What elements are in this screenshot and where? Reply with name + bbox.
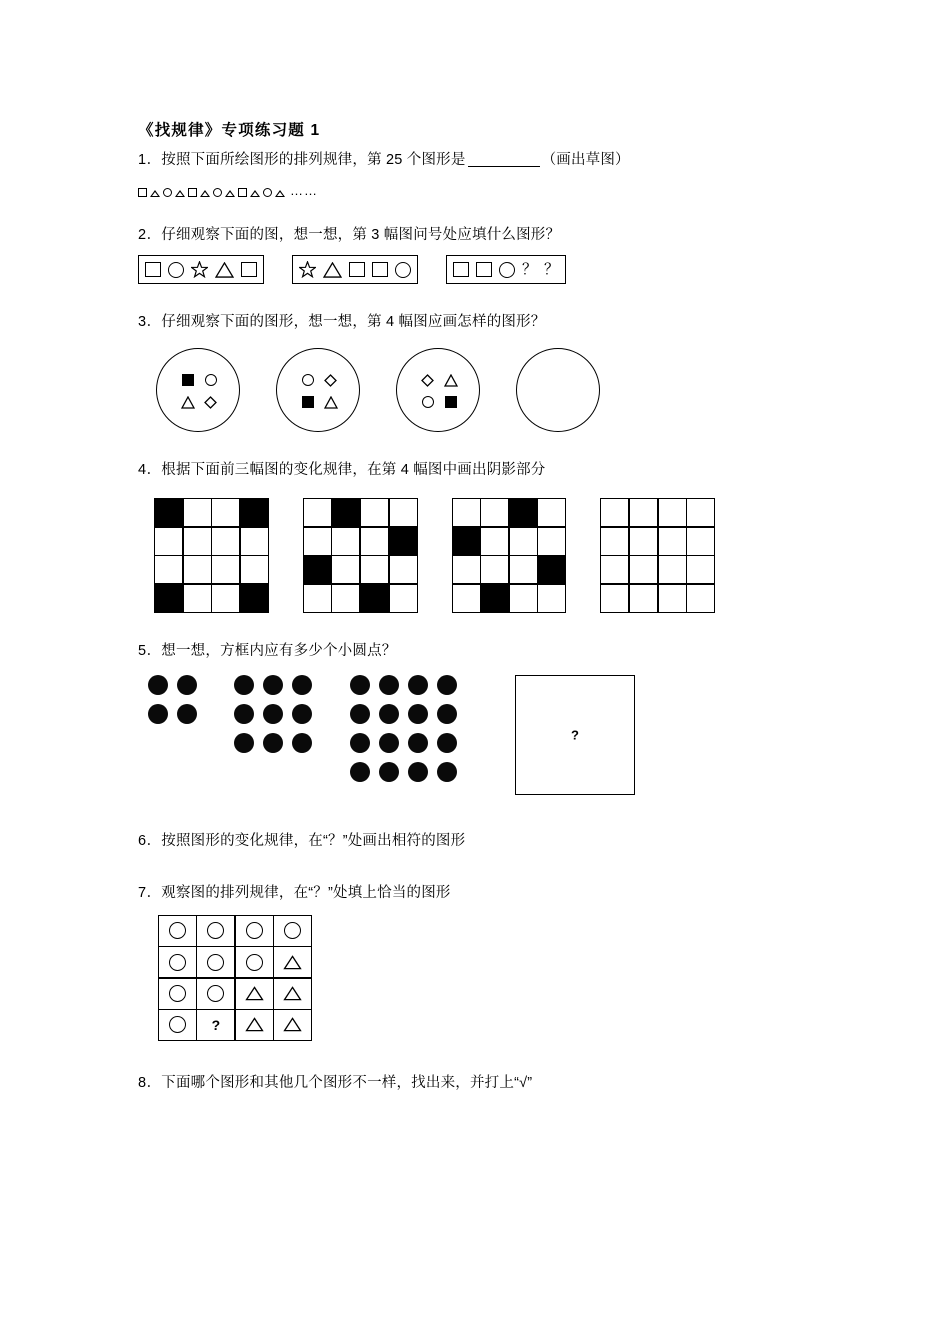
empty-cell [601, 528, 628, 555]
dot [292, 675, 312, 695]
empty-cell [304, 528, 331, 555]
diamond-icon [324, 374, 337, 387]
question-3-prompt: ．仔细观察下面的图形，想一想，第 4 幅图应画怎样的图形？ [146, 314, 546, 330]
dot [263, 675, 283, 695]
empty-cell [538, 499, 565, 526]
empty-cell [453, 585, 480, 612]
grid-cell [274, 1010, 311, 1040]
empty-cell [481, 556, 508, 583]
shaded-cell [510, 499, 537, 526]
shape-strip-3 [446, 255, 566, 284]
square-icon [241, 262, 257, 277]
circle-icon [169, 954, 186, 971]
diamond-icon [204, 396, 217, 409]
grid-cell [274, 916, 311, 946]
circle-icon [263, 188, 272, 197]
circle-icon [213, 188, 222, 197]
grid-cell [197, 916, 234, 946]
question-1-sequence [138, 177, 818, 197]
triangle-icon [225, 190, 235, 197]
question-mark-icon: ? [211, 1016, 221, 1033]
pattern-grid-1 [154, 498, 269, 613]
empty-cell [510, 556, 537, 583]
circle-panel-3 [396, 348, 480, 432]
empty-cell [630, 585, 657, 612]
question-5-prompt: ．想一想，方框内应有多少个小圆点？ [146, 642, 397, 659]
circle-icon [207, 985, 224, 1002]
empty-cell [304, 585, 331, 612]
dot [408, 762, 428, 782]
star-icon [191, 261, 208, 278]
circle-icon [169, 1016, 186, 1033]
question-4-number: 4 [138, 462, 147, 478]
circle-icon [168, 262, 184, 278]
dot [234, 733, 254, 753]
shaded-cell [361, 585, 388, 612]
question-3-number: 3 [138, 314, 147, 330]
question-8-text [138, 1071, 818, 1095]
question-7-grid [158, 915, 312, 1041]
circle-icon [284, 922, 301, 939]
question-2-strips [138, 255, 818, 284]
empty-cell [510, 585, 537, 612]
circle-panel-2-shapes [296, 369, 342, 413]
triangle-icon [283, 986, 302, 1001]
triangle-icon [175, 190, 185, 197]
question-7-text [138, 881, 818, 905]
question-8-prompt: ．下面哪个图形和其他几个图形不一样，找出来，并打上“√” [146, 1074, 533, 1091]
triangle-icon [245, 986, 264, 1001]
empty-cell [184, 528, 211, 555]
triangle-icon [283, 1017, 302, 1032]
empty-cell [538, 585, 565, 612]
circle-panel-4-empty[interactable] [516, 348, 600, 432]
dot [148, 704, 168, 724]
dot [350, 704, 370, 724]
shaded-cell [155, 585, 182, 612]
empty-cell [481, 499, 508, 526]
grid-cell [197, 979, 234, 1009]
square-icon [145, 262, 161, 277]
circle-panel-3-shapes [416, 369, 462, 413]
empty-cell [304, 499, 331, 526]
empty-cell [453, 499, 480, 526]
dot [408, 704, 428, 724]
triangle-icon [323, 262, 342, 278]
dot [350, 762, 370, 782]
answer-box[interactable] [515, 675, 635, 795]
grid-cell [274, 979, 311, 1009]
question-7-number: 7 [138, 884, 147, 901]
circle-panel-2 [276, 348, 360, 432]
dot [379, 704, 399, 724]
circle-icon [169, 985, 186, 1002]
square-icon [349, 262, 365, 277]
empty-cell [212, 499, 239, 526]
empty-cell [687, 528, 714, 555]
empty-cell [155, 528, 182, 555]
diamond-icon [421, 374, 434, 387]
empty-cell [510, 528, 537, 555]
grid-cell [159, 979, 196, 1009]
dot [234, 675, 254, 695]
star-icon [299, 261, 316, 278]
square-icon [476, 262, 492, 277]
grid-cell [159, 947, 196, 977]
page-title: 《找规律》专项练习题 1 [138, 122, 321, 139]
dot [437, 762, 457, 782]
circle-icon [422, 396, 434, 408]
square-icon [372, 262, 388, 277]
circle-icon [395, 262, 411, 278]
empty-cell [601, 556, 628, 583]
filled-square-icon [445, 396, 457, 408]
document-content [138, 120, 818, 1095]
circle-panel-1 [156, 348, 240, 432]
empty-cell [687, 585, 714, 612]
dot [234, 704, 254, 724]
grid-cell [236, 947, 273, 977]
shape-strip-2 [292, 255, 418, 284]
dot [177, 675, 197, 695]
question-3-text [138, 310, 818, 334]
question-2-prompt: ．仔细观察下面的图，想一想，第 3 幅图问号处应填什么图形？ [146, 227, 561, 243]
grid-cell [197, 947, 234, 977]
shaded-cell [538, 556, 565, 583]
pattern-grid-3 [452, 498, 567, 613]
triangle-icon [444, 374, 458, 387]
empty-cell [659, 556, 686, 583]
triangle-icon [324, 396, 338, 409]
dot-group-2 [234, 675, 312, 753]
pattern-grid-4-empty[interactable] [600, 498, 715, 613]
empty-cell [155, 556, 182, 583]
circle-icon [169, 922, 186, 939]
triangle-icon [245, 1017, 264, 1032]
pattern-grid-2 [303, 498, 418, 613]
question-4-prompt: ．根据下面前三幅图的变化规律，在第 4 幅图中画出阴影部分 [146, 462, 546, 478]
question-mark-icon: ？ [544, 261, 560, 278]
dot [263, 704, 283, 724]
square-icon [453, 262, 469, 277]
question-mark-icon: ? [571, 727, 579, 743]
empty-cell [361, 528, 388, 555]
empty-cell [361, 499, 388, 526]
dot [177, 704, 197, 724]
question-2-number: 2 [138, 227, 147, 243]
triangle-icon [215, 262, 234, 278]
empty-cell [630, 528, 657, 555]
grid-cell [274, 947, 311, 977]
triangle-icon [200, 190, 210, 197]
circle-icon [163, 188, 172, 197]
shaded-cell [453, 528, 480, 555]
filled-square-icon [182, 374, 194, 386]
filled-square-icon [302, 396, 314, 408]
dot [437, 733, 457, 753]
question-6-text [138, 829, 818, 853]
grid-cell[interactable] [197, 1010, 234, 1040]
question-5-number: 5 [138, 642, 147, 659]
empty-cell [659, 585, 686, 612]
empty-cell [687, 499, 714, 526]
square-icon [138, 188, 147, 197]
circle-icon [205, 374, 217, 386]
shaded-cell [304, 556, 331, 583]
empty-cell [601, 585, 628, 612]
dot [408, 733, 428, 753]
question-5-text [138, 639, 818, 663]
empty-cell [630, 556, 657, 583]
triangle-icon [250, 190, 260, 197]
question-4-grids [138, 498, 818, 613]
dot [292, 704, 312, 724]
empty-cell [332, 556, 359, 583]
circle-panel-1-shapes [176, 369, 222, 413]
dot [379, 762, 399, 782]
question-5-dot-groups [138, 675, 818, 795]
circle-icon [246, 922, 263, 939]
dot-group-1 [148, 675, 197, 724]
question-4-text [138, 458, 818, 482]
empty-cell [390, 499, 417, 526]
empty-cell [361, 556, 388, 583]
grid-cell [159, 916, 196, 946]
square-icon [238, 188, 247, 197]
dot-group-3 [350, 675, 457, 782]
empty-cell [390, 556, 417, 583]
dot [437, 704, 457, 724]
dot [379, 733, 399, 753]
question-1-prompt: ．按照下面所绘图形的排列规律，第 25 个图形是 [146, 152, 466, 168]
dot [379, 675, 399, 695]
question-6-prompt: ．按照图形的变化规律，在“？”处画出相符的图形 [146, 832, 466, 849]
question-2-text [138, 223, 818, 247]
question-8-number: 8 [138, 1074, 147, 1091]
empty-cell [184, 499, 211, 526]
circle-icon [207, 954, 224, 971]
triangle-icon [275, 190, 285, 197]
empty-cell [212, 556, 239, 583]
shaded-cell [241, 585, 268, 612]
empty-cell [630, 499, 657, 526]
empty-cell [538, 528, 565, 555]
grid-cell [236, 979, 273, 1009]
sequence-ellipsis: …… [290, 183, 318, 198]
question-1-number: 1 [138, 152, 147, 168]
empty-cell [481, 528, 508, 555]
grid-cell [159, 1010, 196, 1040]
question-1-blank[interactable] [468, 166, 540, 167]
question-1-note: （画出草图） [541, 152, 630, 168]
square-icon [188, 188, 197, 197]
triangle-icon [150, 190, 160, 197]
circle-icon [207, 922, 224, 939]
empty-cell [453, 556, 480, 583]
empty-cell [212, 528, 239, 555]
empty-cell [687, 556, 714, 583]
question-mark-icon: ？ [522, 261, 538, 278]
shaded-cell [155, 499, 182, 526]
empty-cell [241, 556, 268, 583]
grid-cell [236, 1010, 273, 1040]
grid-cell [236, 916, 273, 946]
question-3-circles [138, 348, 818, 432]
dot [350, 733, 370, 753]
question-7-prompt: ．观察图的排列规律，在“？”处填上恰当的图形 [146, 884, 451, 901]
circle-icon [302, 374, 314, 386]
circle-icon [499, 262, 515, 278]
empty-cell [332, 585, 359, 612]
dot [437, 675, 457, 695]
shaded-cell [390, 528, 417, 555]
empty-cell [184, 556, 211, 583]
empty-cell [390, 585, 417, 612]
triangle-icon [181, 396, 195, 409]
triangle-icon [283, 955, 302, 970]
empty-cell [659, 528, 686, 555]
dot [148, 675, 168, 695]
empty-cell [332, 528, 359, 555]
dot [292, 733, 312, 753]
dot [263, 733, 283, 753]
circle-icon [246, 954, 263, 971]
shaded-cell [241, 499, 268, 526]
question-6-number: 6 [138, 832, 147, 849]
empty-cell [212, 585, 239, 612]
empty-cell [241, 528, 268, 555]
dot [408, 675, 428, 695]
empty-cell [184, 585, 211, 612]
empty-cell [601, 499, 628, 526]
shaded-cell [481, 585, 508, 612]
question-1-text [138, 148, 818, 172]
shape-strip-1 [138, 255, 264, 284]
empty-cell [659, 499, 686, 526]
dot [350, 675, 370, 695]
shaded-cell [332, 499, 359, 526]
